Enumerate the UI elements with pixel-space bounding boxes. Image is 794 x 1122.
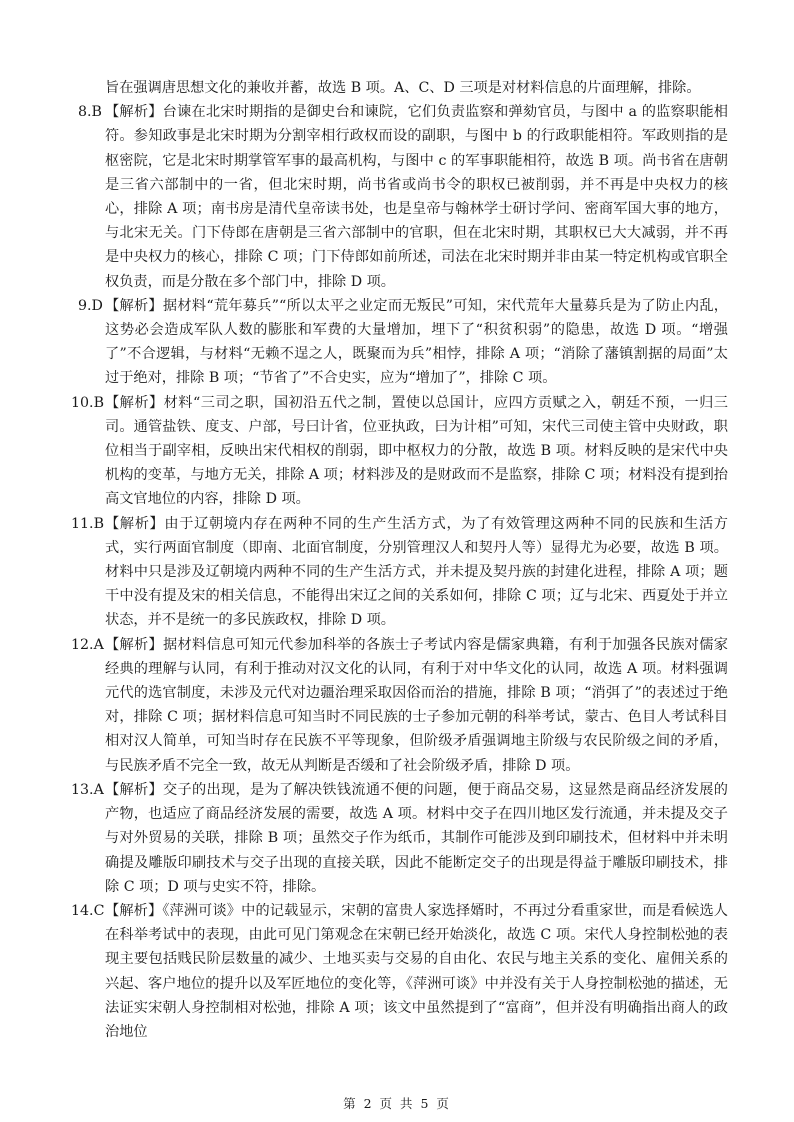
answer-text: 【解析】交子的出现，是为了解决铁钱流通不便的问题，便于商品交易，这显然是商品经济发展的产物，也适应了商品经济发展的需要，故选 A 项。材料中交子在四川地区发行流通，并未提及交子与对外贸易的关联，排除 B 项；虽然交子作为纸币，其制作可能涉及到印刷技术，但材料中并未明确提及雕版印刷技术与交子出现的直接关联，因此不能断定交子的出现是得益于雕版印刷技术，排除 C 项；D 项与史实不符，排除。 (105, 781, 728, 895)
answer-text: 【解析】台谏在北宋时期指的是御史台和谏院，它们负责监察和弹劾官员，与图中 a 的监察职能相符。参知政事是北宋时期为分割宰相行政权而设的副职，与图中 b 的行政职能相符。军政则指的是枢密院，它是北宋时期掌管军事的最高机构，与图中 c 的军事职能相符，故选 B 项。尚书省在唐朝是三省六部制中的一省，但北宋时期，尚书省或尚书令的职权已被削弱，并不再是中央权力的核心，排除 A 项；南书房是清代皇帝读书处，也是皇帝与翰林学士研讨学问、密商军国大事的地方，与北宋无关。门下侍郎在唐朝是三省六部制中的官职，但在北宋时期，其职权已大大减弱，并不再是中央权力的核心，排除 C 项；门下侍郎如前所述，司法在北宋时期并非由某一特定机构或官职全权负责，而是分散在多个部门中，排除 D 项。 (105, 104, 728, 290)
answer-text: 【解析】由于辽朝境内存在两种不同的生产生活方式，为了有效管理这两种不同的民族和生活方式，实行两面官制度（即南、北面官制度，分别管理汉人和契丹人等）显得尤为必要，故选 B 项。材料中只是涉及辽朝境内两种不同的生产生活方式，并未提及契丹族的封建化进程，排除 A 项；题干中没有提及宋的相关信息，不能得出宋辽之间的关系如何，排除 C 项；辽与北宋、西夏处于并立状态，并不是统一的多民族政权，排除 D 项。 (105, 515, 728, 629)
continued-paragraph: 旨在强调唐思想文化的兼收并蓄，故选 B 项。A、C、D 三项是对材料信息的片面理解，排除。 (105, 80, 701, 96)
answer-item-12 (71, 633, 728, 778)
answer-item-10 (71, 391, 728, 512)
answer-text: 【解析】据材料“荒年募兵”“所以太平之业定而无叛民”可知，宋代荒年大量募兵是为了防止内乱，这势必会造成军队人数的膨胀和军费的大量增加，埋下了“积贫积弱”的隐患，故选 D 项。“增强了”不合逻辑，与材料“无赖不逞之人，既聚而为兵”相悖，排除 A 项；“消除了藩镇割据的局面”太过于绝对，排除 B 项；“节省了”不合史实，应为“增加了”，排除 C 项。 (105, 297, 728, 387)
answer-item-11 (71, 512, 728, 633)
answer-number: 13.A (71, 781, 104, 798)
answer-item-9 (78, 294, 728, 391)
answer-number: 12.A (71, 636, 104, 653)
answer-text: 【解析】《萍洲可谈》中的记载显示，宋朝的富贵人家选择婿时，不再过分看重家世，而是看候选人在科举考试中的表现，由此可见门第观念在宋朝已经开始淡化，故选 C 项。宋代人身控制松弛的表现主要包括贱民阶层数量的减少、土地买卖与交易的自由化、农民与地主关系的变化、雇佣关系的兴起、客户地位的提升以及军匠地位的变化等，《萍洲可谈》中并没有关于人身控制松弛的描述，无法证实宋朝人身控制相对松弛，排除 A 项；该文中虽然提到了“富商”，但并没有明确指出商人的政治地位 (105, 902, 728, 1040)
answer-text: 【解析】据材料信息可知元代参加科举的各族士子考试内容是儒家典籍，有利于加强各民族对儒家经典的理解与认同，有利于推动对汉文化的认同，有利于对中华文化的认同，故选 A 项。材料强调元代的选官制度，未涉及元代对边疆治理采取因俗而治的措施，排除 B 项；“消弭了”的表述过于绝对，排除 C 项；据材料信息可知当时不同民族的士子参加元朝的科举考试，蒙古、色目人考试科目相对汉人简单，可知当时存在民族不平等现象，但阶级矛盾强调地主阶级与农民阶级之间的矛盾，与民族矛盾不完全一致，故无从判断是否缓和了社会阶级矛盾，排除 D 项。 (105, 636, 728, 774)
answer-item-8 (78, 100, 728, 294)
answer-number: 14.C (71, 902, 105, 919)
answer-item-14 (71, 899, 728, 1044)
answer-number: 8.B (78, 104, 102, 121)
answer-item-13 (71, 778, 728, 899)
answer-text: 【解析】材料“三司之职，国初沿五代之制，置使以总国计，应四方贡赋之入，朝廷不预，一归三司。通管盐铁、度支、户部，号曰计省，位亚执政，曰为计相”可知，宋代三司使主管中央财政，职位相当于副宰相，反映出宋代相权的削弱，即中枢权力的分散，故选 B 项。材料反映的是宋代中央机构的变革，与地方无关，排除 A 项；材料涉及的是财政而不是监察，排除 C 项；材料没有提到抬高文官地位的内容，排除 D 项。 (105, 394, 728, 508)
answer-number: 11.B (71, 515, 104, 532)
answer-number: 9.D (78, 297, 103, 314)
page-footer: 第 2 页 共 5 页 (343, 1096, 451, 1111)
answer-number: 10.B (71, 394, 104, 411)
answer-analysis-body (71, 76, 728, 1044)
